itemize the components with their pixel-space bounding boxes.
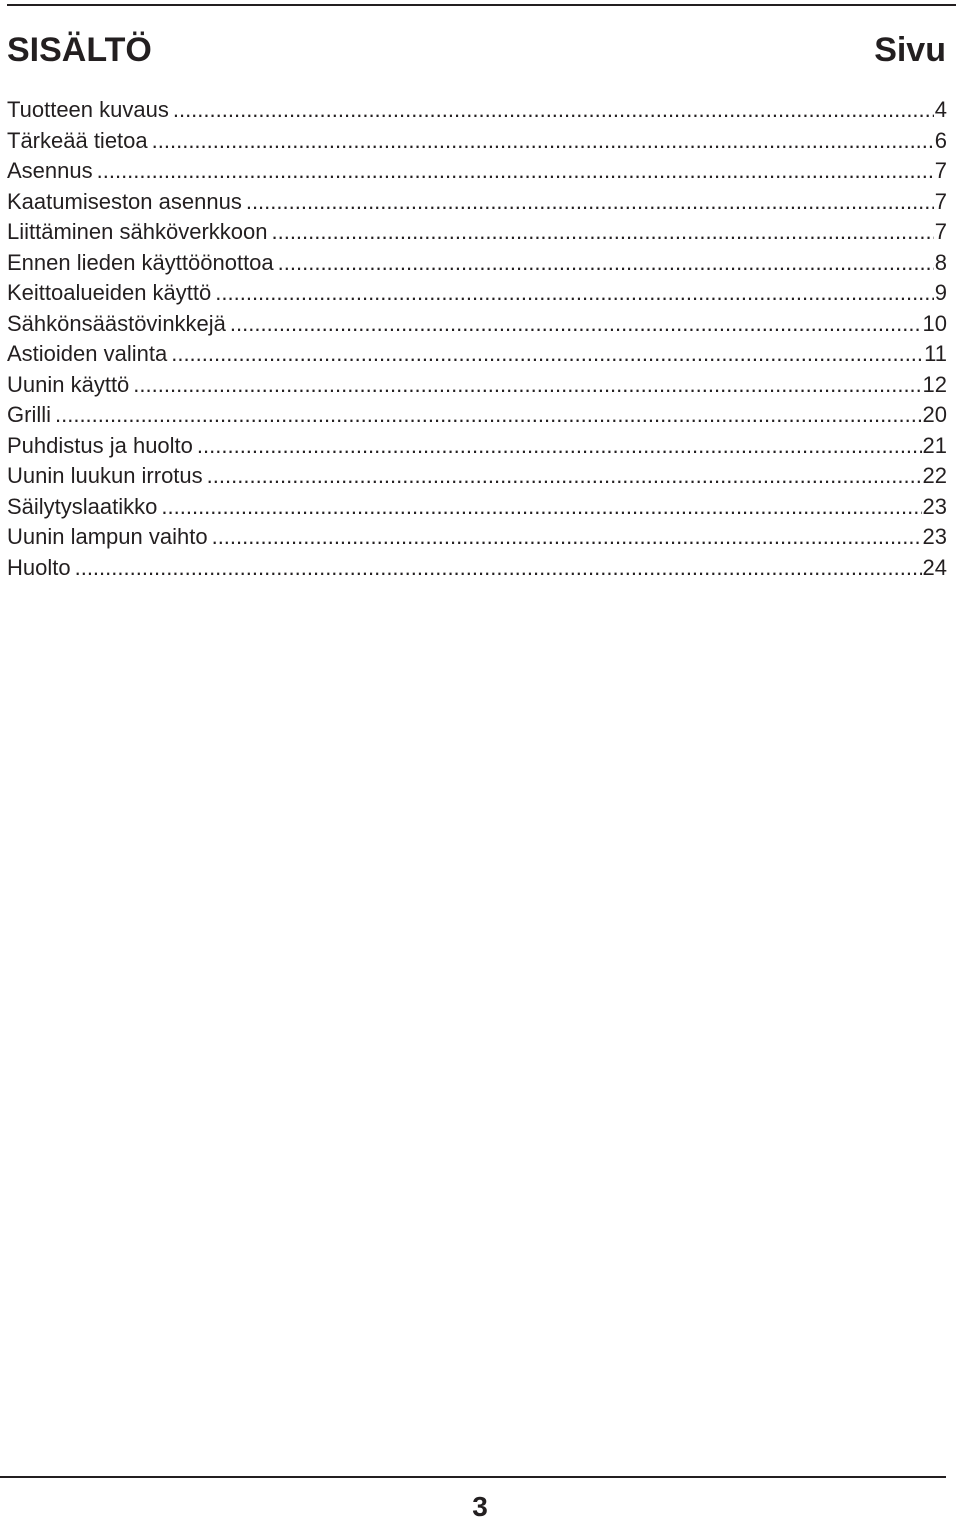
dot-leader: [171, 339, 923, 369]
toc-entry-label: Sähkönsäästövinkkejä: [7, 310, 226, 336]
toc-entry-label: Keittoalueiden käyttö: [7, 280, 212, 305]
dot-leader: [152, 126, 934, 156]
table-of-contents: [7, 95, 947, 583]
toc-entry-label: Huolto: [7, 554, 71, 580]
page-column-heading: Sivu: [874, 31, 946, 69]
toc-entry-page: 11: [924, 341, 947, 366]
toc-entry[interactable]: [7, 187, 947, 218]
toc-entry[interactable]: [7, 370, 947, 401]
page-number: 3: [472, 1491, 488, 1522]
toc-entry-label: Uunin käyttö: [7, 371, 130, 397]
dot-leader: [271, 217, 933, 247]
top-rule: [7, 4, 956, 6]
toc-entry[interactable]: [7, 309, 947, 340]
dot-leader: [97, 156, 934, 186]
toc-entry-label: Uunin luukun irrotus: [7, 463, 203, 488]
toc-entry-page: 12: [922, 371, 947, 397]
toc-entry-label: Asennus: [7, 158, 93, 183]
toc-entry[interactable]: [7, 522, 947, 553]
toc-entry-label: Astioiden valinta: [7, 341, 168, 366]
toc-entry-page: 4: [934, 97, 947, 122]
toc-entry[interactable]: [7, 126, 947, 157]
toc-entry-label: Tuotteen kuvaus: [7, 97, 169, 122]
toc-entry-page: 21: [922, 432, 947, 458]
toc-entry-label: Grilli: [7, 402, 51, 427]
dot-leader: [230, 309, 922, 339]
dot-leader: [173, 95, 934, 125]
toc-entry-label: Säilytyslaatikko: [7, 493, 158, 519]
toc-entry[interactable]: [7, 492, 947, 523]
dot-leader: [215, 278, 933, 308]
toc-entry-label: Tärkeää tietoa: [7, 127, 148, 153]
page-title: SISÄLTÖ: [7, 31, 152, 69]
toc-entry-label: Ennen lieden käyttöönottoa: [7, 249, 274, 275]
toc-entry[interactable]: [7, 95, 947, 126]
toc-entry-page: 23: [922, 524, 947, 549]
dot-leader: [246, 187, 934, 217]
dot-leader: [161, 492, 921, 522]
toc-entry-page: 9: [934, 280, 947, 305]
toc-entry-page: 7: [934, 219, 947, 244]
dot-leader: [197, 431, 922, 461]
toc-entry-page: 6: [934, 127, 947, 153]
dot-leader: [212, 522, 922, 552]
toc-entry-label: Puhdistus ja huolto: [7, 432, 193, 458]
toc-entry-page: 7: [934, 188, 947, 214]
toc-entry-page: 10: [922, 310, 947, 336]
toc-entry-page: 7: [934, 158, 947, 183]
dot-leader: [133, 370, 921, 400]
dot-leader: [75, 553, 922, 583]
toc-entry-page: 8: [934, 249, 947, 275]
toc-entry[interactable]: [7, 248, 947, 279]
dot-leader: [207, 461, 922, 491]
toc-entry-page: 23: [922, 493, 947, 519]
toc-entry[interactable]: [7, 156, 947, 187]
toc-entry-label: Kaatumiseston asennus: [7, 188, 242, 214]
toc-entry-label: Liittäminen sähköverkkoon: [7, 219, 268, 244]
toc-entry[interactable]: [7, 339, 947, 370]
toc-entry-page: 22: [922, 463, 947, 488]
toc-entry[interactable]: [7, 553, 947, 584]
toc-entry-page: 24: [922, 554, 947, 580]
dot-leader: [55, 400, 922, 430]
toc-entry[interactable]: [7, 278, 947, 309]
toc-entry[interactable]: [7, 400, 947, 431]
bottom-rule: [0, 1476, 946, 1478]
toc-entry-page: 20: [922, 402, 947, 427]
toc-entry[interactable]: [7, 217, 947, 248]
toc-entry-label: Uunin lampun vaihto: [7, 524, 208, 549]
toc-entry[interactable]: [7, 431, 947, 462]
toc-entry[interactable]: [7, 461, 947, 492]
dot-leader: [278, 248, 934, 278]
